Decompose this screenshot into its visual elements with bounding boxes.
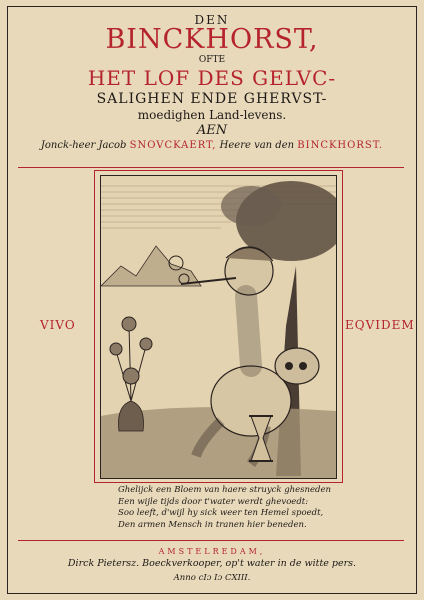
lower-red-rule — [18, 540, 404, 541]
imprint-city: AMSTELREDAM, — [158, 547, 266, 556]
title-salighen: SALIGHEN ENDE GHERVST- — [96, 91, 328, 107]
dedication-place: BINCKHORST. — [297, 140, 384, 151]
imprint-printer: Dirck Pietersz. Boeckverkooper, op't water in de witte pers. — [67, 558, 357, 569]
title-het-lof: HET LOF DES GELVC- — [87, 66, 337, 90]
dedication-prefix: Jonck-heer Jacob — [40, 140, 127, 151]
vase — [119, 401, 144, 431]
motto-left: VIVO — [40, 318, 76, 332]
title-binckhorst: BINCKHORST, — [105, 24, 319, 55]
verse-line-2: Een wijle tijds door t'water werdt ghevoedt: — [118, 497, 309, 507]
verse-line-3: Soo leeft, d'wijl hy sick weer ten Hemel spoedt, — [118, 508, 324, 518]
verse-line-1: Ghelijck een Bloem van haere struyck ghesneden — [118, 485, 331, 495]
upper-red-rule — [18, 167, 404, 168]
title-aen: AEN — [196, 123, 228, 138]
motto-right: EQVIDEM — [345, 318, 415, 332]
engraving-svg — [101, 176, 336, 478]
skull-icon — [275, 348, 319, 384]
imprint-year: Anno cIɔ Iɔ CXIII. — [173, 573, 251, 583]
engraving-illustration — [100, 175, 337, 479]
dedication-line — [0, 140, 424, 151]
title-den: DEN — [194, 13, 230, 27]
dedication-middle: Heere van den — [219, 140, 295, 151]
title-moedighen: moedighen Land-levens. — [137, 108, 287, 122]
dedication-name: SNOVCKAERT, — [129, 140, 217, 151]
verse-line-4: Den armen Mensch in tranen hier beneden. — [118, 520, 307, 530]
title-ofte: OFTE — [198, 55, 226, 65]
flower-icon — [122, 317, 136, 331]
mountain-shape — [101, 246, 201, 286]
